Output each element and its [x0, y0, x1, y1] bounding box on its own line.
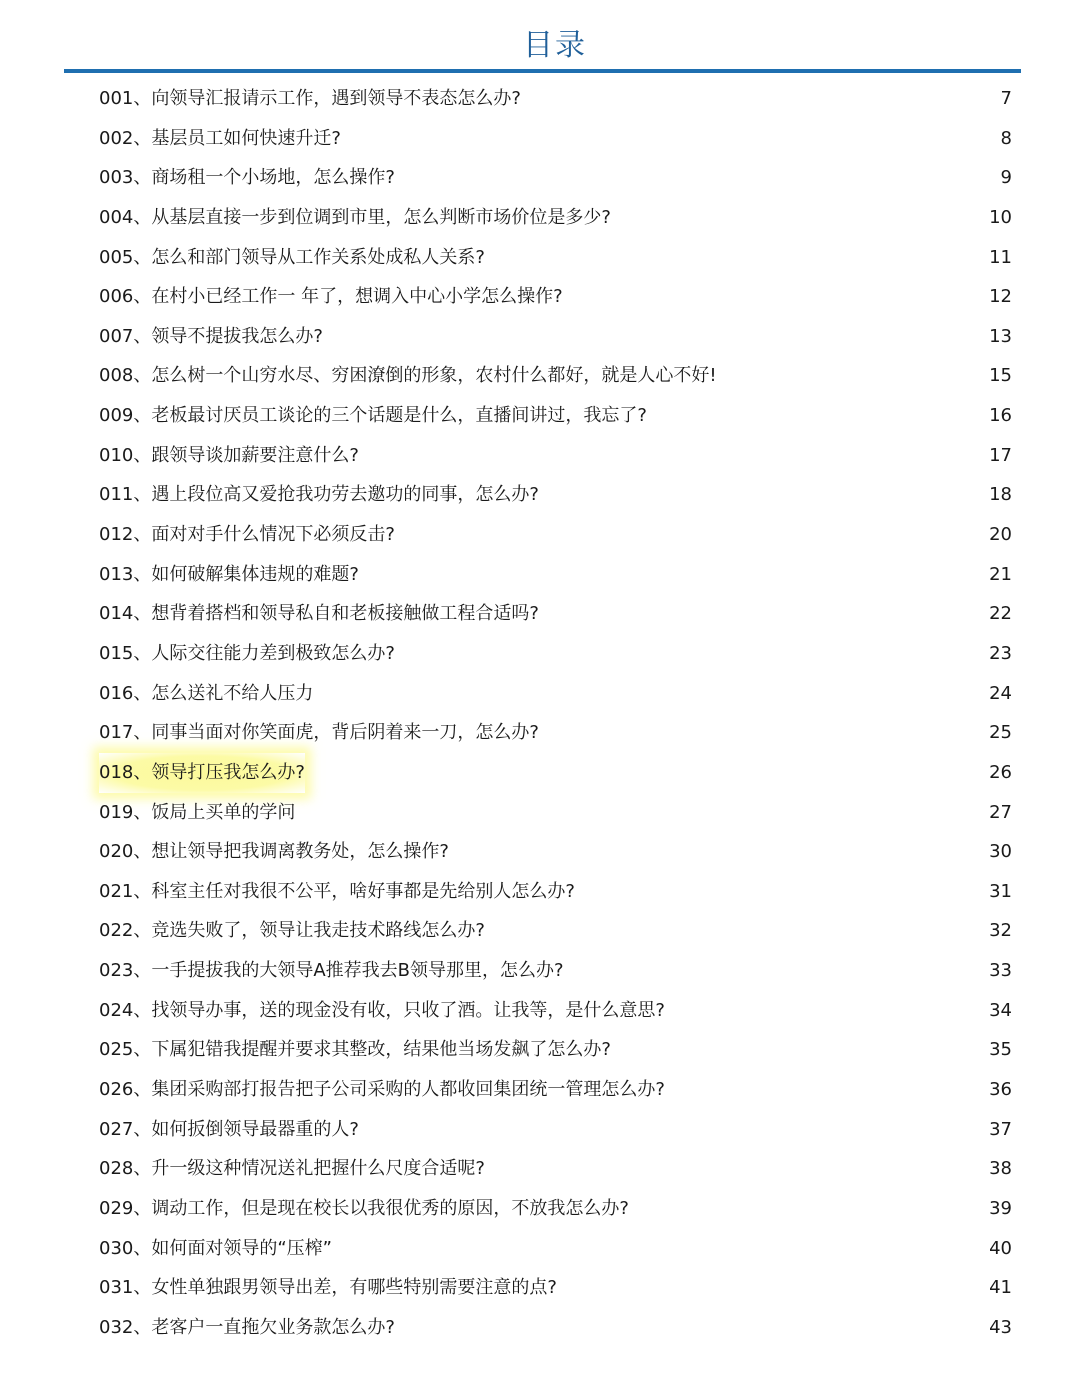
toc-entry-page-number: 39 — [989, 1197, 1012, 1219]
toc-entry-title[interactable]: 017、同事当面对你笑面虎，背后阴着来一刀，怎么办? — [99, 722, 539, 744]
toc-entry — [0, 1229, 1080, 1269]
toc-entry — [0, 674, 1080, 714]
toc-entry — [0, 238, 1080, 278]
toc-entry — [0, 475, 1080, 515]
toc-entry-title[interactable]: 001、向领导汇报请示工作，遇到领导不表态怎么办? — [99, 88, 521, 109]
toc-entry-page-number: 13 — [989, 325, 1012, 347]
toc-entry-title[interactable]: 032、老客户一直拖欠业务款怎么办? — [99, 1316, 395, 1338]
toc-entry-page-number: 23 — [989, 642, 1012, 664]
toc-entry — [0, 158, 1080, 198]
toc-entry-page-number: 21 — [989, 563, 1012, 585]
toc-entry — [0, 515, 1080, 555]
toc-entry — [0, 1149, 1080, 1189]
toc-entry-page-number: 22 — [989, 603, 1012, 625]
toc-entry-page-number: 36 — [989, 1079, 1012, 1101]
toc-entry-page-number: 11 — [989, 246, 1012, 268]
toc-entry-title[interactable]: 016、怎么送礼不给人压力 — [99, 682, 314, 704]
toc-entry — [0, 1070, 1080, 1110]
toc-entry — [0, 317, 1080, 357]
toc-list — [0, 79, 1080, 1348]
toc-entry-page-number: 41 — [989, 1277, 1012, 1299]
toc-entry-title-highlighted[interactable]: 018、领导打压我怎么办? — [99, 753, 305, 793]
toc-entry-title[interactable]: 020、想让领导把我调离教务处，怎么操作? — [99, 841, 449, 863]
toc-entry — [0, 753, 1080, 793]
toc-entry-title[interactable]: 015、人际交往能力差到极致怎么办? — [99, 642, 395, 664]
toc-entry — [0, 198, 1080, 238]
toc-entry — [0, 277, 1080, 317]
toc-entry-title[interactable]: 027、如何扳倒领导最器重的人? — [99, 1118, 359, 1140]
toc-entry — [0, 1268, 1080, 1308]
toc-entry-title[interactable]: 013、如何破解集体违规的难题? — [99, 563, 359, 585]
toc-entry-title[interactable]: 024、找领导办事，送的现金没有收，只收了酒。让我等，是什么意思? — [99, 999, 665, 1021]
toc-entry — [0, 594, 1080, 634]
toc-entry-page-number: 10 — [989, 206, 1012, 228]
toc-entry — [0, 713, 1080, 753]
toc-entry-title[interactable]: 026、集团采购部打报告把子公司采购的人都收回集团统一管理怎么办? — [99, 1079, 665, 1101]
toc-entry — [0, 832, 1080, 872]
toc-entry-title[interactable]: 002、基层员工如何快速升迁? — [99, 127, 341, 149]
toc-entry — [0, 1030, 1080, 1070]
toc-entry — [0, 1308, 1080, 1348]
toc-entry-title[interactable]: 019、饭局上买单的学问 — [99, 801, 296, 823]
toc-entry-title[interactable]: 028、升一级这种情况送礼把握什么尺度合适呢? — [99, 1158, 485, 1180]
toc-entry-page-number: 18 — [989, 484, 1012, 506]
toc-entry-page-number: 16 — [989, 405, 1012, 427]
toc-entry-page-number: 8 — [1000, 127, 1012, 149]
toc-entry-page-number: 33 — [989, 960, 1012, 982]
toc-entry — [0, 793, 1080, 833]
toc-entry — [0, 356, 1080, 396]
toc-entry-title[interactable]: 005、怎么和部门领导从工作关系处成私人关系? — [99, 246, 485, 268]
toc-entry — [0, 1189, 1080, 1229]
toc-title: 目录 — [523, 28, 587, 63]
toc-entry-title[interactable]: 025、下属犯错我提醒并要求其整改，结果他当场发飙了怎么办? — [99, 1039, 611, 1061]
toc-entry-title[interactable]: 009、老板最讨厌员工谈论的三个话题是什么，直播间讲过，我忘了? — [99, 405, 647, 427]
toc-entry-page-number: 15 — [989, 365, 1012, 387]
toc-entry — [0, 872, 1080, 912]
toc-entry-page-number: 20 — [989, 524, 1012, 546]
toc-entry-page-number: 35 — [989, 1039, 1012, 1061]
toc-entry — [0, 634, 1080, 674]
toc-entry-page-number: 9 — [1000, 167, 1012, 189]
toc-entry-title[interactable]: 030、如何面对领导的“压榨” — [99, 1237, 333, 1259]
toc-entry-page-number: 38 — [989, 1158, 1012, 1180]
toc-entry-title[interactable]: 014、想背着搭档和领导私自和老板接触做工程合适吗? — [99, 603, 539, 625]
toc-entry — [0, 555, 1080, 595]
toc-entry — [0, 951, 1080, 991]
toc-entry-page-number: 34 — [989, 999, 1012, 1021]
toc-entry-page-number: 25 — [989, 722, 1012, 744]
toc-entry-title[interactable]: 029、调动工作，但是现在校长以我很优秀的原因，不放我怎么办? — [99, 1197, 629, 1219]
toc-entry-title[interactable]: 004、从基层直接一步到位调到市里，怎么判断市场价位是多少? — [99, 206, 611, 228]
toc-entry-page-number: 37 — [989, 1118, 1012, 1140]
toc-entry-page-number: 12 — [989, 286, 1012, 308]
toc-entry — [0, 1110, 1080, 1150]
toc-entry — [0, 911, 1080, 951]
toc-entry-page-number: 27 — [989, 801, 1012, 823]
toc-entry-page-number: 32 — [989, 920, 1012, 942]
toc-entry-title[interactable]: 012、面对对手什么情况下必须反击? — [99, 524, 395, 546]
toc-entry-page-number: 30 — [989, 841, 1012, 863]
toc-entry — [0, 991, 1080, 1031]
toc-entry-title[interactable]: 008、怎么树一个山穷水尽、穷困潦倒的形象，农村什么都好，就是人心不好! — [99, 365, 717, 387]
toc-entry-page-number: 24 — [989, 682, 1012, 704]
toc-entry-page-number: 40 — [989, 1237, 1012, 1259]
toc-entry-page-number: 17 — [989, 444, 1012, 466]
toc-entry-title[interactable]: 021、科室主任对我很不公平，啥好事都是先给别人怎么办? — [99, 880, 575, 902]
toc-entry — [0, 79, 1080, 119]
toc-entry-title[interactable]: 003、商场租一个小场地，怎么操作? — [99, 167, 395, 189]
toc-entry-title[interactable]: 023、一手提拔我的大领导A推荐我去B领导那里，怎么办? — [99, 960, 564, 982]
title-underline — [64, 69, 1021, 73]
toc-entry-page-number: 31 — [989, 880, 1012, 902]
toc-entry — [0, 436, 1080, 476]
toc-entry-title[interactable]: 006、在村小已经工作一 年了，想调入中心小学怎么操作? — [99, 286, 563, 308]
toc-entry-page-number: 7 — [1000, 88, 1012, 109]
toc-entry-title[interactable]: 031、女性单独跟男领导出差，有哪些特别需要注意的点? — [99, 1277, 557, 1299]
toc-entry — [0, 119, 1080, 159]
toc-entry-title[interactable]: 022、竞选失败了，领导让我走技术路线怎么办? — [99, 920, 485, 942]
toc-entry-title[interactable]: 011、遇上段位高又爱抢我功劳去邀功的同事，怎么办? — [99, 484, 539, 506]
toc-entry-page-number: 26 — [989, 761, 1012, 783]
toc-entry-title[interactable]: 007、领导不提拔我怎么办? — [99, 325, 323, 347]
toc-entry-page-number: 43 — [989, 1316, 1012, 1338]
toc-entry-title[interactable]: 010、跟领导谈加薪要注意什么? — [99, 444, 359, 466]
toc-entry — [0, 396, 1080, 436]
